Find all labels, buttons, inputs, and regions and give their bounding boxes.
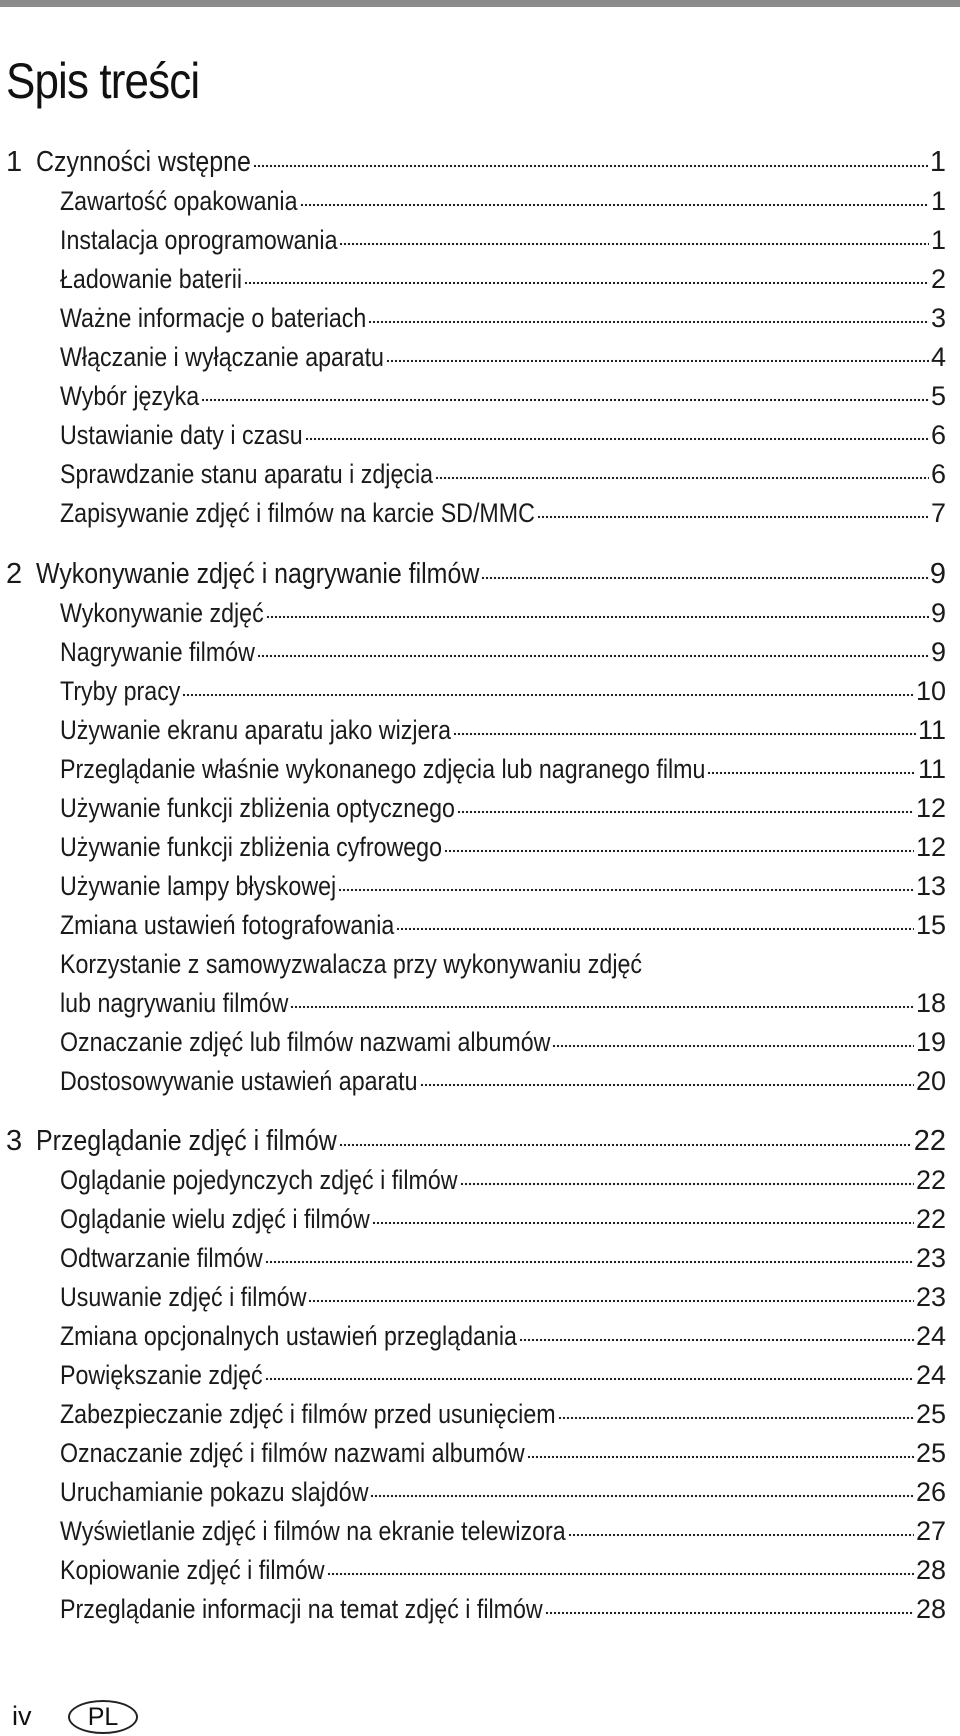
dot-leader — [707, 768, 915, 778]
page-number: 4 — [930, 342, 946, 372]
page-number: 25 — [915, 1399, 946, 1429]
entry-label: Używanie funkcji zbliżenia cyfrowego — [60, 832, 443, 862]
entry-label: Usuwanie zdjęć i filmów — [60, 1282, 307, 1312]
entry-label: Oglądanie wielu zdjęć i filmów — [60, 1204, 370, 1234]
toc-entry[interactable] — [60, 221, 946, 260]
page-number: 12 — [915, 793, 946, 823]
page-number: 10 — [915, 676, 946, 706]
entry-label: Zawartość opakowania — [60, 186, 298, 216]
dot-leader — [327, 1569, 914, 1579]
toc-entry[interactable] — [60, 1161, 946, 1200]
dot-leader — [372, 1218, 914, 1228]
page-number: 5 — [930, 381, 946, 411]
chapter-title: Przeglądanie zdjęć i filmów — [36, 1125, 337, 1157]
toc-entry[interactable] — [60, 750, 946, 789]
toc-entry[interactable] — [60, 1512, 946, 1551]
page-folio: iv — [12, 1701, 32, 1731]
entry-label: Uruchamianie pokazu slajdów — [60, 1477, 369, 1507]
entry-label: Używanie funkcji zbliżenia optycznego — [60, 793, 455, 823]
toc-entry[interactable] — [60, 377, 946, 416]
entry-label: Włączanie i wyłączanie aparatu — [60, 342, 384, 372]
entry-label: Wykonywanie zdjęć — [60, 598, 264, 628]
toc-entry[interactable] — [60, 1473, 946, 1512]
toc-chapter-heading[interactable] — [6, 1122, 946, 1161]
toc-entry[interactable] — [60, 416, 946, 455]
chapter-number: 2 — [6, 558, 23, 590]
dot-leader — [182, 690, 914, 700]
toc-entry[interactable] — [60, 1200, 946, 1239]
page-number: 9 — [930, 637, 946, 667]
toc-entry[interactable] — [60, 1356, 946, 1395]
toc-entry[interactable] — [60, 260, 946, 299]
dot-leader — [386, 356, 929, 366]
page-number: 15 — [915, 910, 946, 940]
entry-label: Oznaczanie zdjęć i filmów nazwami albumów — [60, 1438, 525, 1468]
toc-entry[interactable] — [60, 711, 946, 750]
dot-leader — [552, 1041, 914, 1051]
page-number: 6 — [930, 459, 946, 489]
dot-leader — [338, 885, 914, 895]
toc-entry[interactable] — [60, 633, 946, 672]
dot-leader — [300, 200, 929, 210]
dot-leader — [305, 434, 929, 444]
chapter-number: 3 — [6, 1125, 23, 1157]
entry-label: Nagrywanie filmów — [60, 637, 255, 667]
page-number: 25 — [915, 1438, 946, 1468]
toc-chapter-heading[interactable] — [6, 555, 946, 594]
toc-entry[interactable] — [60, 1062, 946, 1101]
page-number: 9 — [929, 558, 946, 590]
page-number: 23 — [915, 1243, 946, 1273]
page-number: 2 — [930, 264, 946, 294]
page-number: 12 — [915, 832, 946, 862]
page-number: 1 — [929, 146, 946, 178]
page-number: 19 — [915, 1027, 946, 1057]
dot-leader — [481, 573, 928, 583]
toc-entry[interactable] — [60, 299, 946, 338]
page-number: 20 — [915, 1066, 946, 1096]
entry-label: Ładowanie baterii — [60, 264, 243, 294]
entry-label: Oglądanie pojedynczych zdjęć i filmów — [60, 1165, 458, 1195]
toc-entry[interactable] — [60, 182, 946, 221]
dot-leader — [527, 1452, 914, 1462]
entry-label: Zmiana ustawień fotografowania — [60, 910, 395, 940]
toc-entry[interactable] — [60, 594, 946, 633]
top-rule — [0, 0, 960, 7]
toc-entry[interactable] — [60, 1317, 946, 1356]
dot-leader — [339, 239, 929, 249]
chapter-number: 1 — [6, 146, 23, 178]
dot-leader — [537, 512, 929, 522]
toc-entry[interactable] — [60, 338, 946, 377]
dot-leader — [435, 473, 929, 483]
dot-leader — [266, 612, 929, 622]
toc-entry[interactable] — [60, 455, 946, 494]
dot-leader — [568, 1530, 914, 1540]
entry-label: Zmiana opcjonalnych ustawień przeglądania — [60, 1321, 517, 1351]
toc-entry[interactable] — [60, 1590, 946, 1629]
entry-label: Zapisywanie zdjęć i filmów na karcie SD/MMC — [60, 498, 535, 528]
entry-label: Sprawdzanie stanu aparatu i zdjęcia — [60, 459, 434, 489]
page-number: 6 — [930, 420, 946, 450]
dot-leader — [519, 1335, 914, 1345]
entry-label: Oznaczanie zdjęć lub filmów nazwami albumów — [60, 1027, 551, 1057]
entry-label: Przeglądanie właśnie wykonanego zdjęcia lub nagranego filmu — [60, 754, 706, 784]
toc-entry[interactable] — [60, 1023, 946, 1062]
dot-leader — [244, 278, 929, 288]
entry-label: Przeglądanie informacji na temat zdjęć i filmów — [60, 1594, 543, 1624]
entry-label: Dostosowywanie ustawień aparatu — [60, 1066, 418, 1096]
toc-entry[interactable] — [60, 867, 946, 906]
page-number: 11 — [917, 754, 946, 784]
entry-label: Kopiowanie zdjęć i filmów — [60, 1555, 325, 1585]
language-badge: PL — [68, 1700, 138, 1734]
page-number: 7 — [930, 498, 946, 528]
entry-label: Powiększanie zdjęć — [60, 1360, 263, 1390]
dot-leader — [253, 161, 928, 171]
dot-leader — [370, 1491, 914, 1501]
page-number: 27 — [915, 1516, 946, 1546]
dot-leader — [545, 1608, 914, 1618]
dot-leader — [257, 651, 929, 661]
page-number: 13 — [915, 871, 946, 901]
toc-entry[interactable] — [60, 1395, 946, 1434]
dot-leader — [308, 1296, 914, 1306]
page-number: 3 — [930, 303, 946, 333]
dot-leader — [558, 1413, 914, 1423]
entry-label: Tryby pracy — [60, 676, 181, 706]
toc-entry[interactable] — [60, 1434, 946, 1473]
toc-entry[interactable] — [60, 828, 946, 867]
page-number: 22 — [913, 1125, 946, 1157]
page-number: 9 — [930, 598, 946, 628]
page-number: 11 — [917, 715, 946, 745]
entry-label: Instalacja oprogramowania — [60, 225, 338, 255]
entry-label: Odtwarzanie filmów — [60, 1243, 263, 1273]
page-number: 24 — [915, 1360, 946, 1390]
entry-label: Ważne informacje o bateriach — [60, 303, 367, 333]
toc-entry[interactable] — [60, 789, 946, 828]
entry-label: Zabezpieczanie zdjęć i filmów przed usunięciem — [60, 1399, 556, 1429]
toc-entry[interactable] — [60, 1278, 946, 1317]
entry-label: Używanie ekranu aparatu jako wizjera — [60, 715, 452, 745]
dot-leader — [460, 1179, 914, 1189]
toc-entry[interactable] — [60, 1239, 946, 1278]
entry-label: Wybór języka — [60, 381, 200, 411]
page-number: 18 — [915, 988, 946, 1018]
page-number: 1 — [930, 186, 946, 216]
dot-leader — [265, 1374, 914, 1384]
entry-label: Ustawianie daty i czasu — [60, 420, 303, 450]
dot-leader — [368, 317, 929, 327]
toc-entry[interactable] — [60, 672, 946, 711]
toc-entry[interactable] — [60, 906, 946, 945]
toc-entry[interactable] — [60, 494, 946, 533]
page-number: 26 — [915, 1477, 946, 1507]
dot-leader — [457, 807, 914, 817]
page-number: 23 — [915, 1282, 946, 1312]
entry-label: Wyświetlanie zdjęć i filmów na ekranie telewizora — [60, 1516, 566, 1546]
entry-label: Korzystanie z samowyzwalacza przy wykonywaniu zdjęć — [60, 949, 643, 979]
entry-label: lub nagrywaniu filmów — [60, 988, 289, 1018]
dot-leader — [339, 1140, 912, 1150]
toc-chapter-heading[interactable] — [6, 143, 946, 182]
dot-leader — [420, 1080, 914, 1090]
toc-entry[interactable] — [60, 984, 946, 1023]
dot-leader — [290, 1002, 914, 1012]
dot-leader — [444, 846, 914, 856]
dot-leader — [453, 729, 916, 739]
dot-leader — [265, 1257, 914, 1267]
page-number: 24 — [915, 1321, 946, 1351]
entry-label: Używanie lampy błyskowej — [60, 871, 337, 901]
page-number: 28 — [915, 1555, 946, 1585]
chapter-title: Wykonywanie zdjęć i nagrywanie filmów — [36, 558, 480, 590]
page-number: 22 — [915, 1165, 946, 1195]
toc-entry[interactable] — [60, 1551, 946, 1590]
dot-leader — [201, 395, 929, 405]
page-title: Spis treści — [6, 53, 200, 109]
page-number: 1 — [930, 225, 946, 255]
page-number: 22 — [915, 1204, 946, 1234]
toc-entry-first-line[interactable] — [60, 945, 946, 984]
dot-leader — [396, 924, 914, 934]
page-number: 28 — [915, 1594, 946, 1624]
chapter-title: Czynności wstępne — [36, 146, 251, 178]
